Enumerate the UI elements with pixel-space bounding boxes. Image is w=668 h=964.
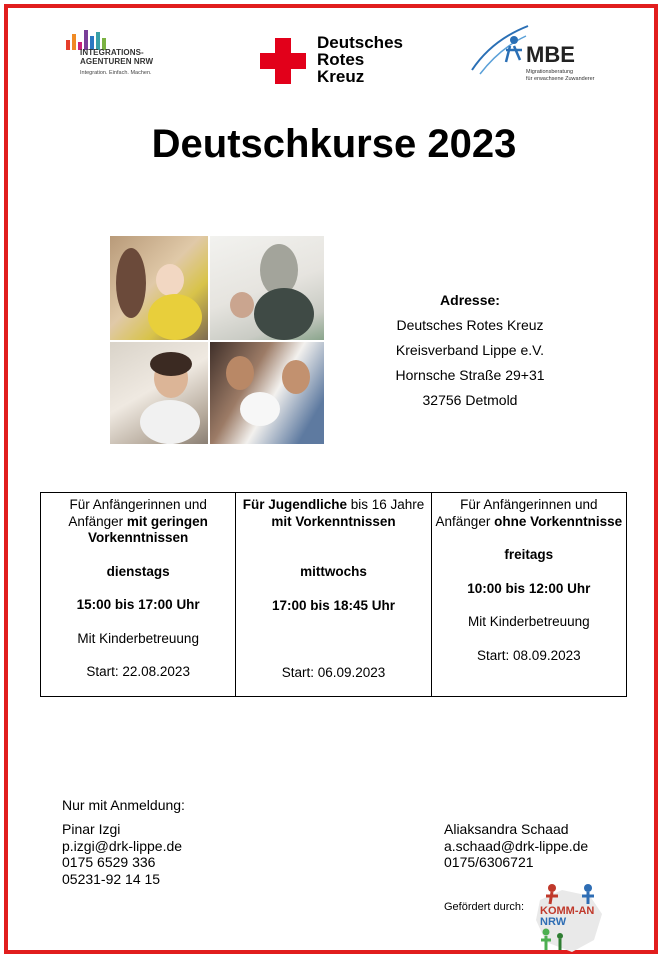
address-line: Deutsches Rotes Kreuz bbox=[396, 317, 544, 333]
bars-icon bbox=[66, 28, 106, 50]
drk-line2: Rotes bbox=[317, 50, 365, 69]
page-title: Deutschkurse 2023 bbox=[151, 122, 517, 166]
photo-collage bbox=[110, 236, 324, 444]
drk-line3: Kreuz bbox=[317, 67, 365, 86]
ia-line2: AGENTUREN NRW bbox=[80, 57, 154, 66]
course-note: Mit Kinderbetreuung bbox=[468, 614, 590, 629]
mbe-logo bbox=[470, 22, 610, 84]
mbe-title: MBE bbox=[526, 42, 575, 67]
course-audience: Für Anfängerinnen und Anfänger bbox=[435, 497, 598, 529]
course-time: 10:00 bis 12:00 Uhr bbox=[467, 580, 591, 596]
address-line: Hornsche Straße 29+31 bbox=[395, 367, 545, 383]
course-start: Start: 06.09.2023 bbox=[281, 664, 386, 680]
funded-by-label: Gefördert durch: bbox=[444, 901, 525, 913]
course-day: mittwochs bbox=[300, 564, 367, 579]
course-time: 17:00 bis 18:45 Uhr bbox=[271, 597, 396, 613]
ia-tagline: Integration. Einfach. Machen. bbox=[80, 70, 152, 76]
photo-women-learning bbox=[110, 236, 208, 340]
komm-line2: NRW bbox=[540, 916, 567, 928]
address-heading: Adresse: bbox=[440, 292, 500, 308]
drk-logo bbox=[260, 34, 420, 86]
course-audience: Für Anfängerinnen und Anfänger bbox=[68, 497, 207, 529]
contact-name: Aliaksandra Schaad bbox=[444, 821, 569, 837]
photo-young-men bbox=[210, 342, 324, 444]
address-block bbox=[360, 288, 580, 413]
ia-line1: INTEGRATIONS- bbox=[80, 48, 144, 57]
mbe-line2: für erwachsene Zuwanderer bbox=[526, 75, 595, 82]
komm-line1: KOMM-AN bbox=[540, 905, 595, 917]
course-day: dienstags bbox=[106, 563, 170, 579]
course-audience: Für Jugendliche bbox=[242, 497, 347, 512]
course-day: freitags bbox=[504, 547, 554, 562]
photo-girl-smiling bbox=[110, 342, 208, 444]
contact-email[interactable]: p.izgi@drk-lippe.de bbox=[62, 837, 183, 854]
contact-phone[interactable]: 0175/6306721 bbox=[444, 854, 534, 870]
integrationsagenturen-logo bbox=[66, 28, 176, 80]
komm-an-nrw-logo bbox=[532, 880, 608, 954]
address-line: Kreisverband Lippe e.V. bbox=[395, 342, 545, 358]
contact-name: Pinar Izgi bbox=[62, 821, 121, 837]
course-column-wednesday bbox=[236, 493, 431, 696]
red-cross-icon bbox=[260, 38, 306, 84]
course-start: Start: 08.09.2023 bbox=[477, 647, 581, 663]
contact-phone[interactable]: 0175 6529 336 bbox=[62, 854, 156, 870]
contact-card bbox=[62, 821, 182, 887]
course-level: ohne Vorkenntnisse bbox=[494, 513, 623, 529]
contact-phone[interactable]: 05231-92 14 15 bbox=[62, 870, 161, 887]
address-line: 32756 Detmold bbox=[422, 392, 518, 408]
course-note: Mit Kinderbetreuung bbox=[77, 630, 199, 646]
contact-card bbox=[444, 821, 588, 871]
course-column-friday bbox=[432, 493, 626, 696]
course-start: Start: 22.08.2023 bbox=[86, 664, 190, 679]
course-age: bis 16 Jahre bbox=[346, 497, 425, 512]
course-level: mit Vorkenntnissen bbox=[271, 513, 396, 529]
courses-table bbox=[40, 492, 627, 697]
course-note bbox=[236, 631, 430, 648]
course-column-tuesday bbox=[41, 493, 236, 696]
mbe-line1: Migrationsberatung bbox=[526, 69, 574, 75]
drk-line1: Deutsches bbox=[317, 33, 403, 52]
registration-note: Nur mit Anmeldung: bbox=[62, 797, 185, 813]
course-level: mit geringen Vorkenntnissen bbox=[88, 513, 208, 545]
swoosh-icon bbox=[470, 22, 530, 78]
photo-mother-child bbox=[210, 236, 324, 340]
contact-email[interactable]: a.schaad@drk-lippe.de bbox=[444, 837, 589, 854]
course-time: 15:00 bis 17:00 Uhr bbox=[76, 597, 200, 612]
